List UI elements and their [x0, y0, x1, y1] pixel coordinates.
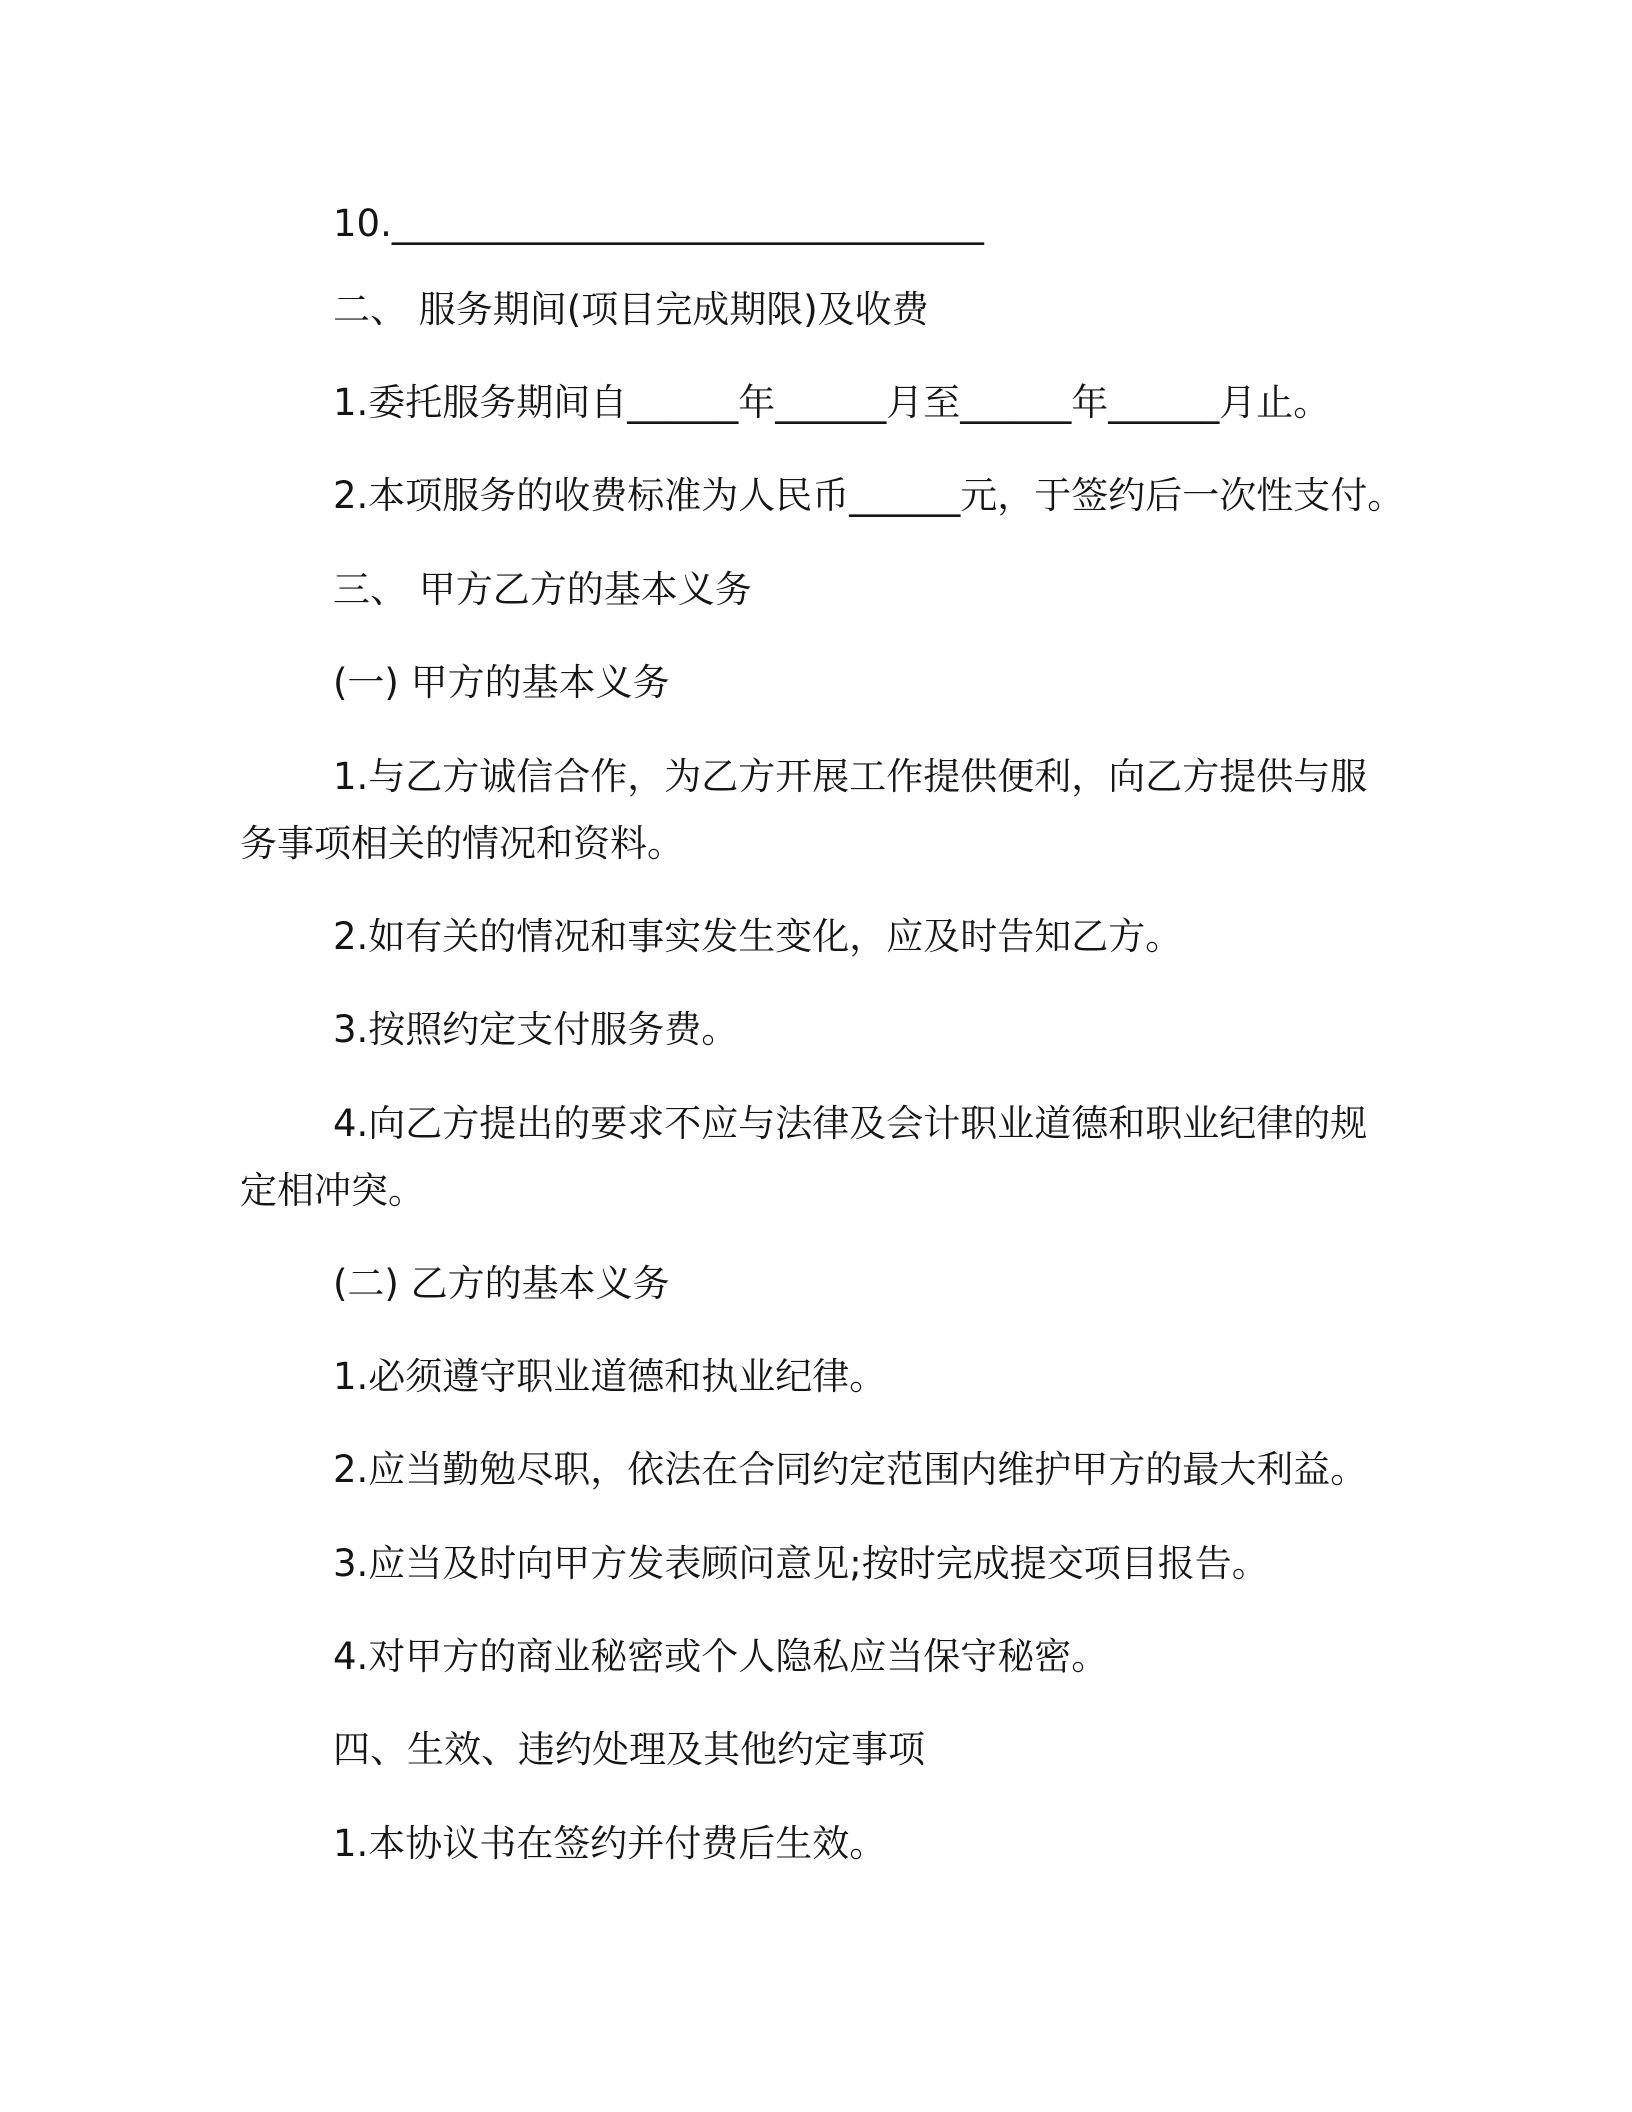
party-a-item-1: 1.与乙方诚信合作，为乙方开展工作提供便利，向乙方提供与服务事项相关的情况和资料。 [240, 755, 1368, 865]
party-b-item-1: 1.必须遵守职业道德和执业纪律。 [333, 1355, 887, 1398]
party-b-item-3: 3.应当及时向甲方发表顾问意见;按时完成提交项目报告。 [333, 1542, 1269, 1585]
party-a-item-4: 4.向乙方提出的要求不应与法律及会计职业道德和职业纪律的规定相冲突。 [240, 1102, 1368, 1212]
party-a-item-2: 2.如有关的情况和事实发生变化，应及时告知乙方。 [333, 915, 1183, 958]
section-4-heading: 四、生效、违约处理及其他约定事项 [333, 1728, 925, 1771]
party-a-item-3: 3.按照约定支付服务费。 [333, 1008, 739, 1051]
section-2-heading: 二、 服务期间(项目完成期限)及收费 [333, 288, 929, 331]
item-10-blank: 10.________________________________ [333, 202, 984, 245]
party-a-subheading: (一) 甲方的基本义务 [333, 661, 670, 704]
party-b-item-2: 2.应当勤勉尽职，依法在合同约定范围内维护甲方的最大利益。 [333, 1448, 1368, 1491]
party-b-item-4: 4.对甲方的商业秘密或个人隐私应当保守秘密。 [333, 1635, 1109, 1678]
party-b-subheading: (二) 乙方的基本义务 [333, 1262, 670, 1305]
section-4-item-1: 1.本协议书在签约并付费后生效。 [333, 1822, 887, 1865]
section-2-item-2: 2.本项服务的收费标准为人民币______元，于签约后一次性支付。 [333, 474, 1405, 517]
section-3-heading: 三、 甲方乙方的基本义务 [333, 568, 752, 611]
section-2-item-1: 1.委托服务期间自______年______月至______年______月止。 [333, 381, 1331, 424]
